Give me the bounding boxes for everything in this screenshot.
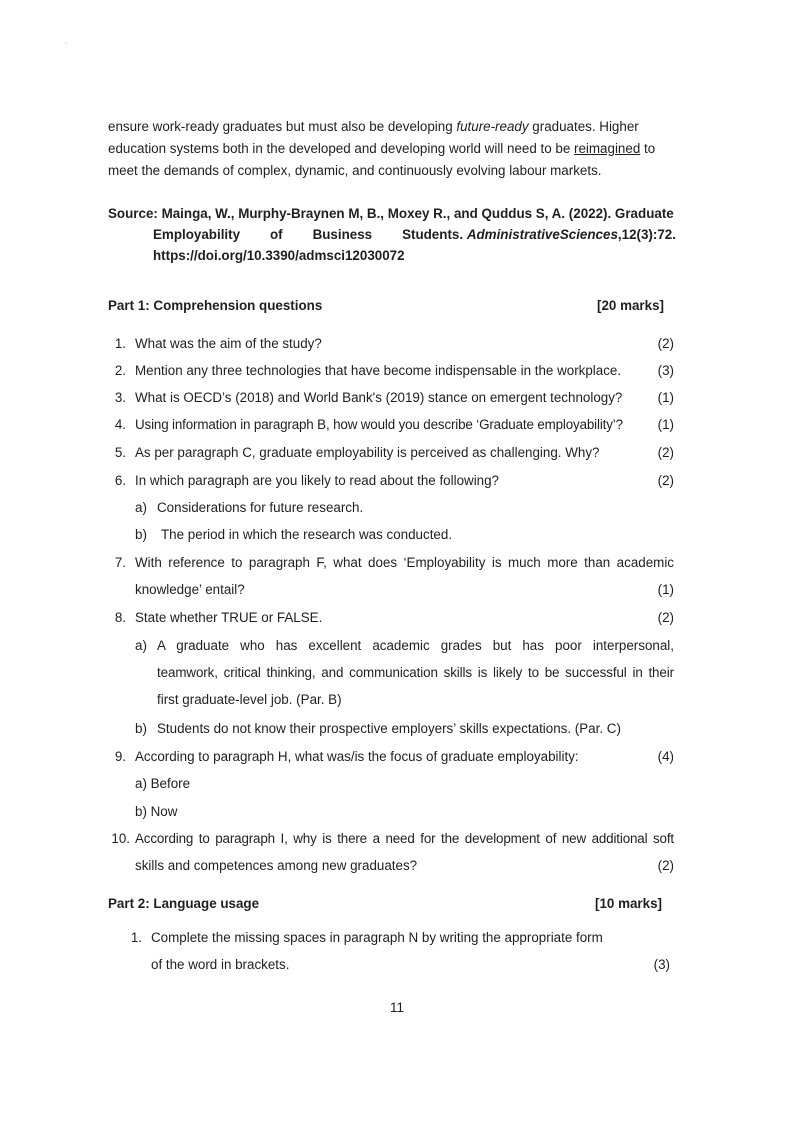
underlined-term: reimagined [574, 141, 641, 156]
question-1: 1. What was the aim of the study? (2) [114, 336, 674, 351]
question-6: 6. In which paragraph are you likely to read about the following? (2) [114, 473, 674, 488]
question-8: 8. State whether TRUE or FALSE. (2) [114, 610, 674, 625]
part1-marks: [20 marks] [597, 298, 664, 313]
doi-link[interactable]: https://doi.org/10.3390/admsci12030072 [153, 248, 405, 263]
question-3: 3. What is OECD’s (2018) and World Bank's (2019) stance on emergent technology? (1) [114, 390, 674, 405]
page-number: 11 [390, 1000, 404, 1015]
part2-heading: Part 2: Language usage [10 marks] [108, 896, 662, 911]
question-9-option-a: a) Before [135, 776, 191, 791]
question-10: 10. According to paragraph I, why is there a need for the development of new additional soft skills and competences among new graduates? (2) [111, 831, 674, 873]
question-9-option-b: b) Now [135, 804, 178, 819]
italic-term: future-ready [456, 119, 529, 134]
question-8-statement-a: a) A graduate who has excellent academic grades but has poor interpersonal, teamwork, critical thinking, and communication skills is likely to be successful in their first graduate-level job. (Par. B) [135, 638, 674, 707]
question-7: 7. With reference to paragraph F, what does ‘Employability is much more than academic knowledge’ entail? (1) [114, 555, 674, 597]
journal-name: AdministrativeSciences [466, 227, 618, 242]
language-question-1: 1. Complete the missing spaces in paragraph N by writing the appropriate form of the word in brackets. (3) [130, 930, 670, 972]
question-6-option-b: b) The period in which the research was conducted. [135, 527, 453, 542]
scan-speck: ·, [64, 40, 68, 46]
question-8-statement-b: b) Students do not know their prospective employers’ skills expectations. (Par. C) [135, 721, 621, 736]
question-9: 9. According to paragraph H, what was/is the focus of graduate employability: (4) [114, 749, 674, 764]
question-4: 4. Using information in paragraph B, how would you describe ‘Graduate employability’? (1) [114, 417, 674, 432]
part1-heading: Part 1: Comprehension questions [20 marks] [108, 298, 664, 313]
source-citation: Source: Mainga, W., Murphy-Braynen M, B., Moxey R., and Quddus S, A. (2022). Graduate Employability of Business Students. AdministrativeSciences,12(3):72. https://doi.org/10.3390/admsci12030072 [108, 203, 676, 266]
question-5: 5. As per paragraph C, graduate employability is perceived as challenging. Why? (2) [114, 445, 674, 460]
question-6-option-a: a) Considerations for future research. [135, 500, 364, 515]
intro-paragraph: ensure work-ready graduates but must also be developing future-ready graduates. Higher education systems both in the developed and developing world will need to be reimagined to meet the demands of complex, dynamic, and continuously evolving labour markets. [108, 119, 656, 178]
part2-marks: [10 marks] [595, 896, 662, 911]
question-2: 2. Mention any three technologies that have become indispensable in the workplace. (3) [114, 363, 674, 378]
